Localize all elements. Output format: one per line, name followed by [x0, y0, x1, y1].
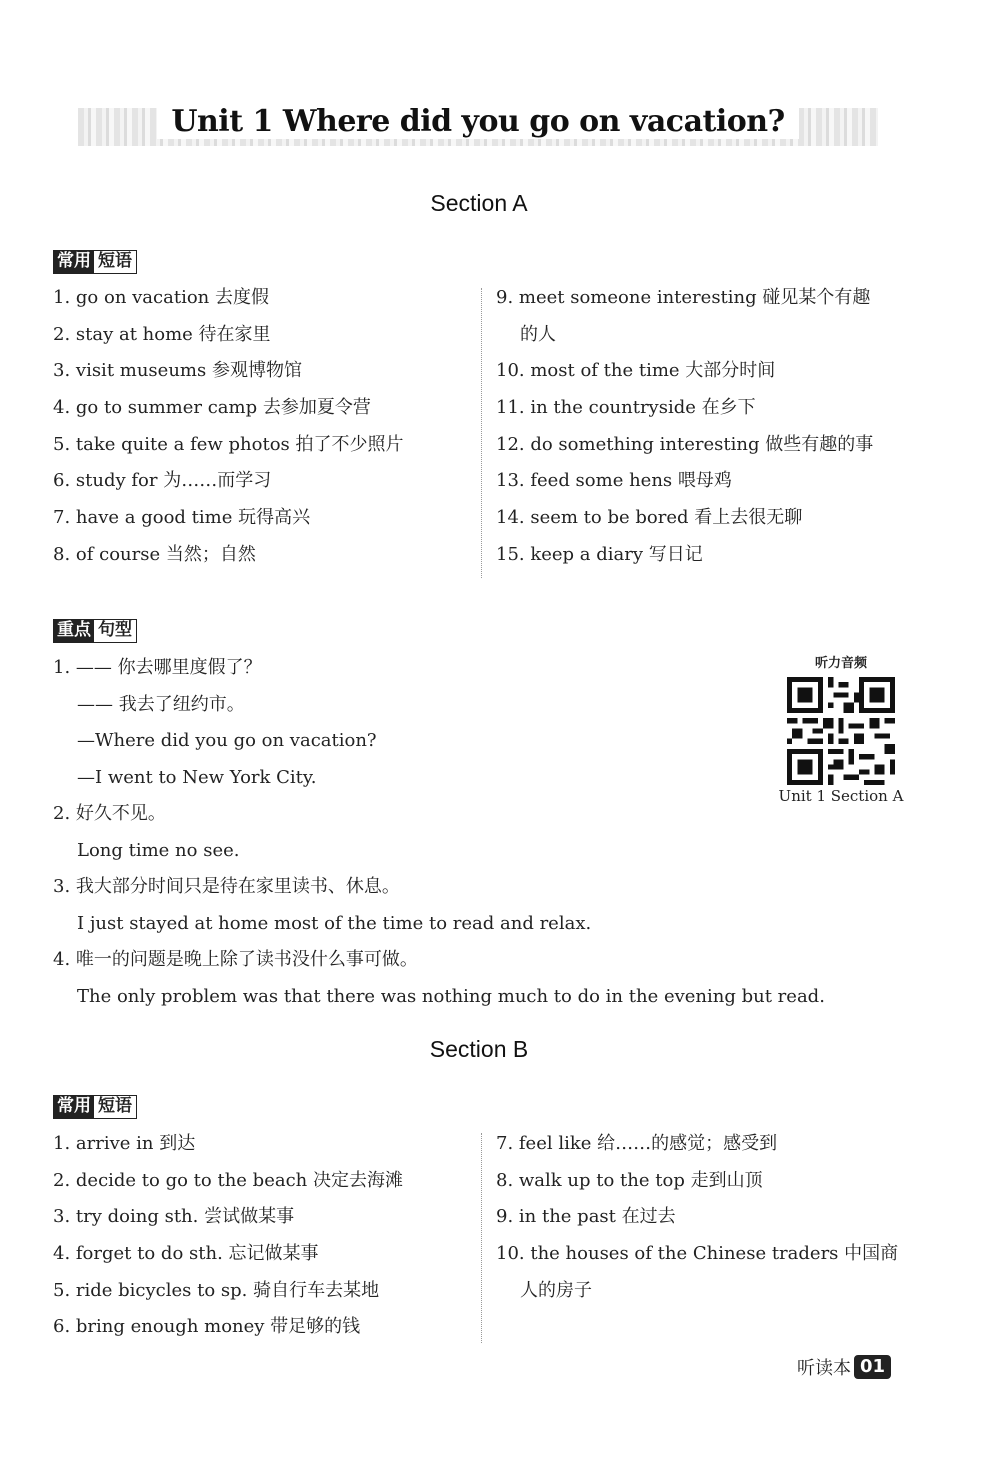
list-item: 5. ride bicycles to sp. 骑自行车去某地 [53, 1279, 380, 1301]
sentence-line: 1. —— 你去哪里度假了？ [53, 657, 262, 678]
list-item: 4. forget to do sth. 忘记做某事 [53, 1243, 319, 1265]
list-item: 5. take quite a few photos 拍了不少照片 [53, 433, 404, 455]
list-item: 的人 [520, 323, 556, 345]
tag-dark-text: 常用 [54, 1096, 94, 1118]
list-item: 4. go to summer camp 去参加夏令营 [53, 397, 371, 419]
section-a-phrases-left [53, 280, 404, 574]
section-a-heading: Section A [430, 190, 528, 216]
section-a-phrases-right [496, 280, 873, 574]
list-item: 7. have a good time 玩得高兴 [53, 507, 311, 529]
list-item: 6. bring enough money 带足够的钱 [53, 1316, 361, 1338]
sentence-line: —— 我去了纽约市。 [77, 693, 245, 715]
list-item: 8. of course 当然；自然 [53, 543, 256, 565]
sentence-line: The only problem was that there was nothing much to do in the evening but read. [77, 985, 825, 1007]
audio-qr-block [776, 652, 906, 805]
section-b-phrases-right [496, 1126, 898, 1309]
tag-dark-text: 常用 [54, 251, 94, 273]
qr-code-icon[interactable] [787, 677, 895, 785]
list-item: 10. most of the time 大部分时间 [496, 360, 776, 382]
list-item: 8. walk up to the top 走到山顶 [496, 1169, 763, 1191]
sentences-tag-a [53, 619, 137, 643]
section-b-phrases-left [53, 1126, 403, 1346]
list-item: 15. keep a diary 写日记 [496, 543, 703, 565]
list-item: 1. arrive in 到达 [53, 1133, 196, 1154]
page-number-badge: 01 [854, 1355, 891, 1379]
sentence-line: I just stayed at home most of the time to read and relax. [77, 912, 592, 934]
column-divider [481, 1133, 482, 1343]
list-item: 14. seem to be bored 看上去很无聊 [496, 507, 803, 529]
sentence-line: 2. 好久不见。 [53, 803, 166, 824]
sentence-line: —I went to New York City. [77, 766, 317, 788]
sentence-line: Long time no see. [77, 839, 240, 861]
qr-label-top: 听力音频 [814, 656, 867, 671]
tag-dark-text: 重点 [54, 620, 94, 642]
unit-title: Unit 1 Where did you go on vacation? [0, 104, 956, 139]
phrases-tag-b [53, 1095, 137, 1119]
page-number [797, 1354, 891, 1380]
list-item: 1. go on vacation 去度假 [53, 287, 269, 308]
list-item: 7. feel like 给……的感觉；感受到 [496, 1133, 778, 1154]
list-item: 人的房子 [520, 1279, 592, 1301]
section-a-sentences [53, 650, 825, 1015]
list-item: 9. in the past 在过去 [496, 1206, 676, 1228]
tag-light-text: 句型 [94, 620, 136, 642]
list-item: 12. do something interesting 做些有趣的事 [496, 433, 874, 455]
qr-label-bottom: Unit 1 Section A [778, 787, 904, 805]
list-item: 6. study for 为……而学习 [53, 470, 272, 492]
phrases-tag-a [53, 250, 137, 274]
section-b-heading: Section B [429, 1036, 529, 1062]
list-item: 10. the houses of the Chinese traders 中国商 [496, 1243, 899, 1265]
book-label: 听读本 [797, 1358, 851, 1379]
list-item: 11. in the countryside 在乡下 [496, 397, 756, 419]
list-item: 3. visit museums 参观博物馆 [53, 360, 302, 382]
sentence-line: 3. 我大部分时间只是待在家里读书、休息。 [53, 876, 400, 897]
column-divider [481, 288, 482, 578]
sentence-line: 4. 唯一的问题是晚上除了读书没什么事可做。 [53, 949, 418, 970]
list-item: 13. feed some hens 喂母鸡 [496, 470, 732, 492]
list-item: 9. meet someone interesting 碰见某个有趣 [496, 287, 871, 308]
tag-light-text: 短语 [94, 1096, 136, 1118]
sentence-line: —Where did you go on vacation? [77, 730, 377, 751]
tag-light-text: 短语 [94, 251, 136, 273]
list-item: 3. try doing sth. 尝试做某事 [53, 1206, 295, 1228]
list-item: 2. decide to go to the beach 决定去海滩 [53, 1169, 403, 1191]
list-item: 2. stay at home 待在家里 [53, 323, 271, 345]
